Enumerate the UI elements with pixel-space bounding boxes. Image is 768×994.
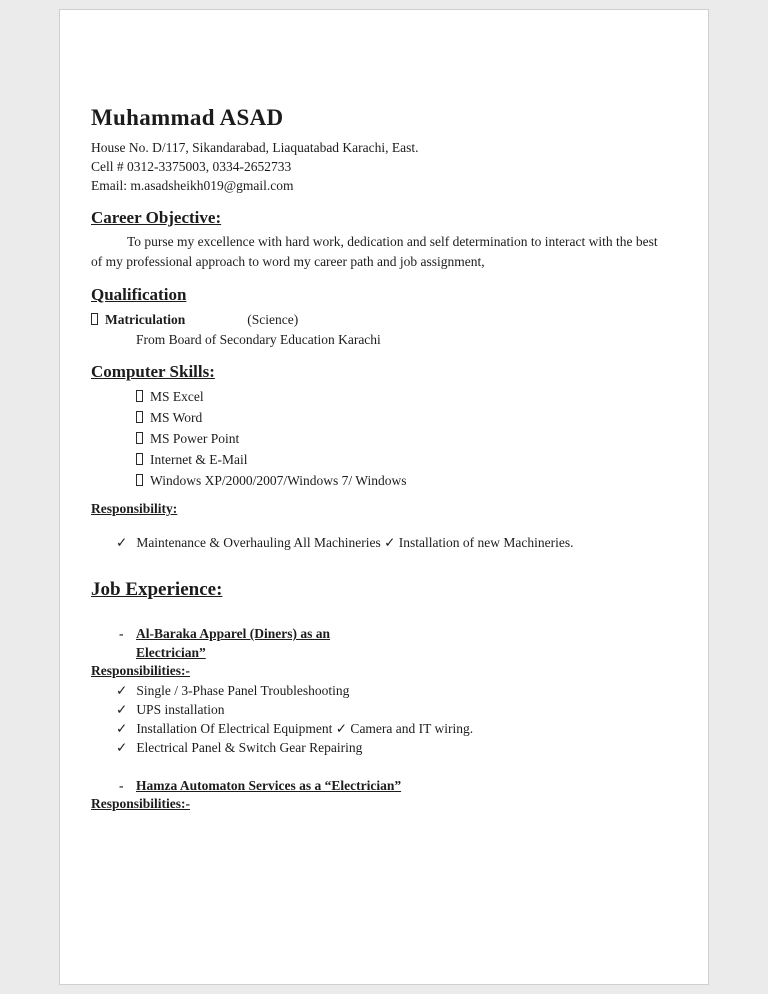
qualification-heading: Qualification bbox=[91, 285, 187, 304]
bullet-box-icon bbox=[136, 411, 143, 423]
task-item bbox=[116, 719, 668, 738]
bullet-box-icon bbox=[136, 432, 143, 444]
dash-bullet: - bbox=[119, 626, 124, 641]
skill-label: MS Power Point bbox=[150, 431, 240, 446]
qualification-degree: Matriculation bbox=[105, 312, 186, 327]
resume-page bbox=[59, 9, 709, 985]
qualification-row bbox=[91, 310, 668, 329]
computer-skills-heading: Computer Skills: bbox=[91, 362, 215, 381]
skill-item bbox=[136, 449, 668, 470]
bullet-box-icon bbox=[136, 453, 143, 465]
responsibility-heading: Responsibility: bbox=[91, 501, 178, 516]
resume-name: Muhammad ASAD bbox=[91, 105, 284, 130]
career-objective-text: To purse my excellence with hard work, dedication and self determination to interact with the best of my professional approach to word my career path and job assignment, bbox=[91, 234, 658, 269]
job-title-line2: Electrician” bbox=[136, 645, 206, 660]
task-text: Installation Of Electrical Equipment ✓ Camera and IT wiring. bbox=[136, 721, 474, 736]
bullet-box-icon bbox=[91, 313, 98, 325]
skill-label: Internet & E-Mail bbox=[150, 452, 248, 467]
qualification-board: From Board of Secondary Education Karachi bbox=[136, 332, 381, 347]
check-icon: ✓ bbox=[116, 535, 128, 550]
responsibilities-heading: Responsibilities:- bbox=[91, 796, 191, 811]
job-title bbox=[136, 624, 330, 662]
skill-item bbox=[136, 428, 668, 449]
job-entry-albaraka bbox=[119, 624, 668, 662]
job-task-list bbox=[116, 681, 668, 757]
task-item bbox=[116, 681, 668, 700]
check-icon: ✓ bbox=[116, 721, 128, 736]
email-line: Email: m.asadsheikh019@gmail.com bbox=[91, 178, 294, 193]
responsibilities-heading: Responsibilities:- bbox=[91, 663, 191, 678]
job-experience-heading: Job Experience: bbox=[91, 579, 223, 600]
skill-label: MS Word bbox=[150, 410, 203, 425]
skill-label: MS Excel bbox=[150, 389, 204, 404]
task-text: Single / 3-Phase Panel Troubleshooting bbox=[136, 683, 350, 698]
qualification-stream: (Science) bbox=[247, 312, 299, 327]
computer-skills-list bbox=[136, 386, 668, 491]
task-item bbox=[116, 738, 668, 757]
address-line: House No. D/117, Sikandarabad, Liaquatabad Karachi, East. bbox=[91, 140, 419, 155]
check-icon: ✓ bbox=[116, 702, 128, 717]
job-entry-hamza bbox=[119, 776, 668, 795]
job-title-line1: Al-Baraka Apparel (Diners) as an bbox=[136, 626, 331, 641]
skill-item bbox=[136, 386, 668, 407]
dash-bullet: - bbox=[119, 778, 124, 793]
check-icon: ✓ bbox=[116, 683, 128, 698]
skill-item bbox=[136, 470, 668, 491]
task-item bbox=[116, 700, 668, 719]
skill-item bbox=[136, 407, 668, 428]
bullet-box-icon bbox=[136, 474, 143, 486]
responsibility-item bbox=[116, 533, 668, 552]
task-text: Electrical Panel & Switch Gear Repairing bbox=[136, 740, 363, 755]
bullet-box-icon bbox=[136, 390, 143, 402]
check-icon: ✓ bbox=[116, 740, 128, 755]
skill-label: Windows XP/2000/2007/Windows 7/ Windows bbox=[150, 473, 407, 488]
career-objective-heading: Career Objective: bbox=[91, 208, 222, 227]
responsibility-text: Maintenance & Overhauling All Machineries ✓ Installation of new Machineries. bbox=[136, 535, 574, 550]
task-text: UPS installation bbox=[136, 702, 225, 717]
cell-line: Cell # 0312-3375003, 0334-2652733 bbox=[91, 159, 292, 174]
job-title: Hamza Automaton Services as a “Electrician” bbox=[136, 778, 402, 793]
